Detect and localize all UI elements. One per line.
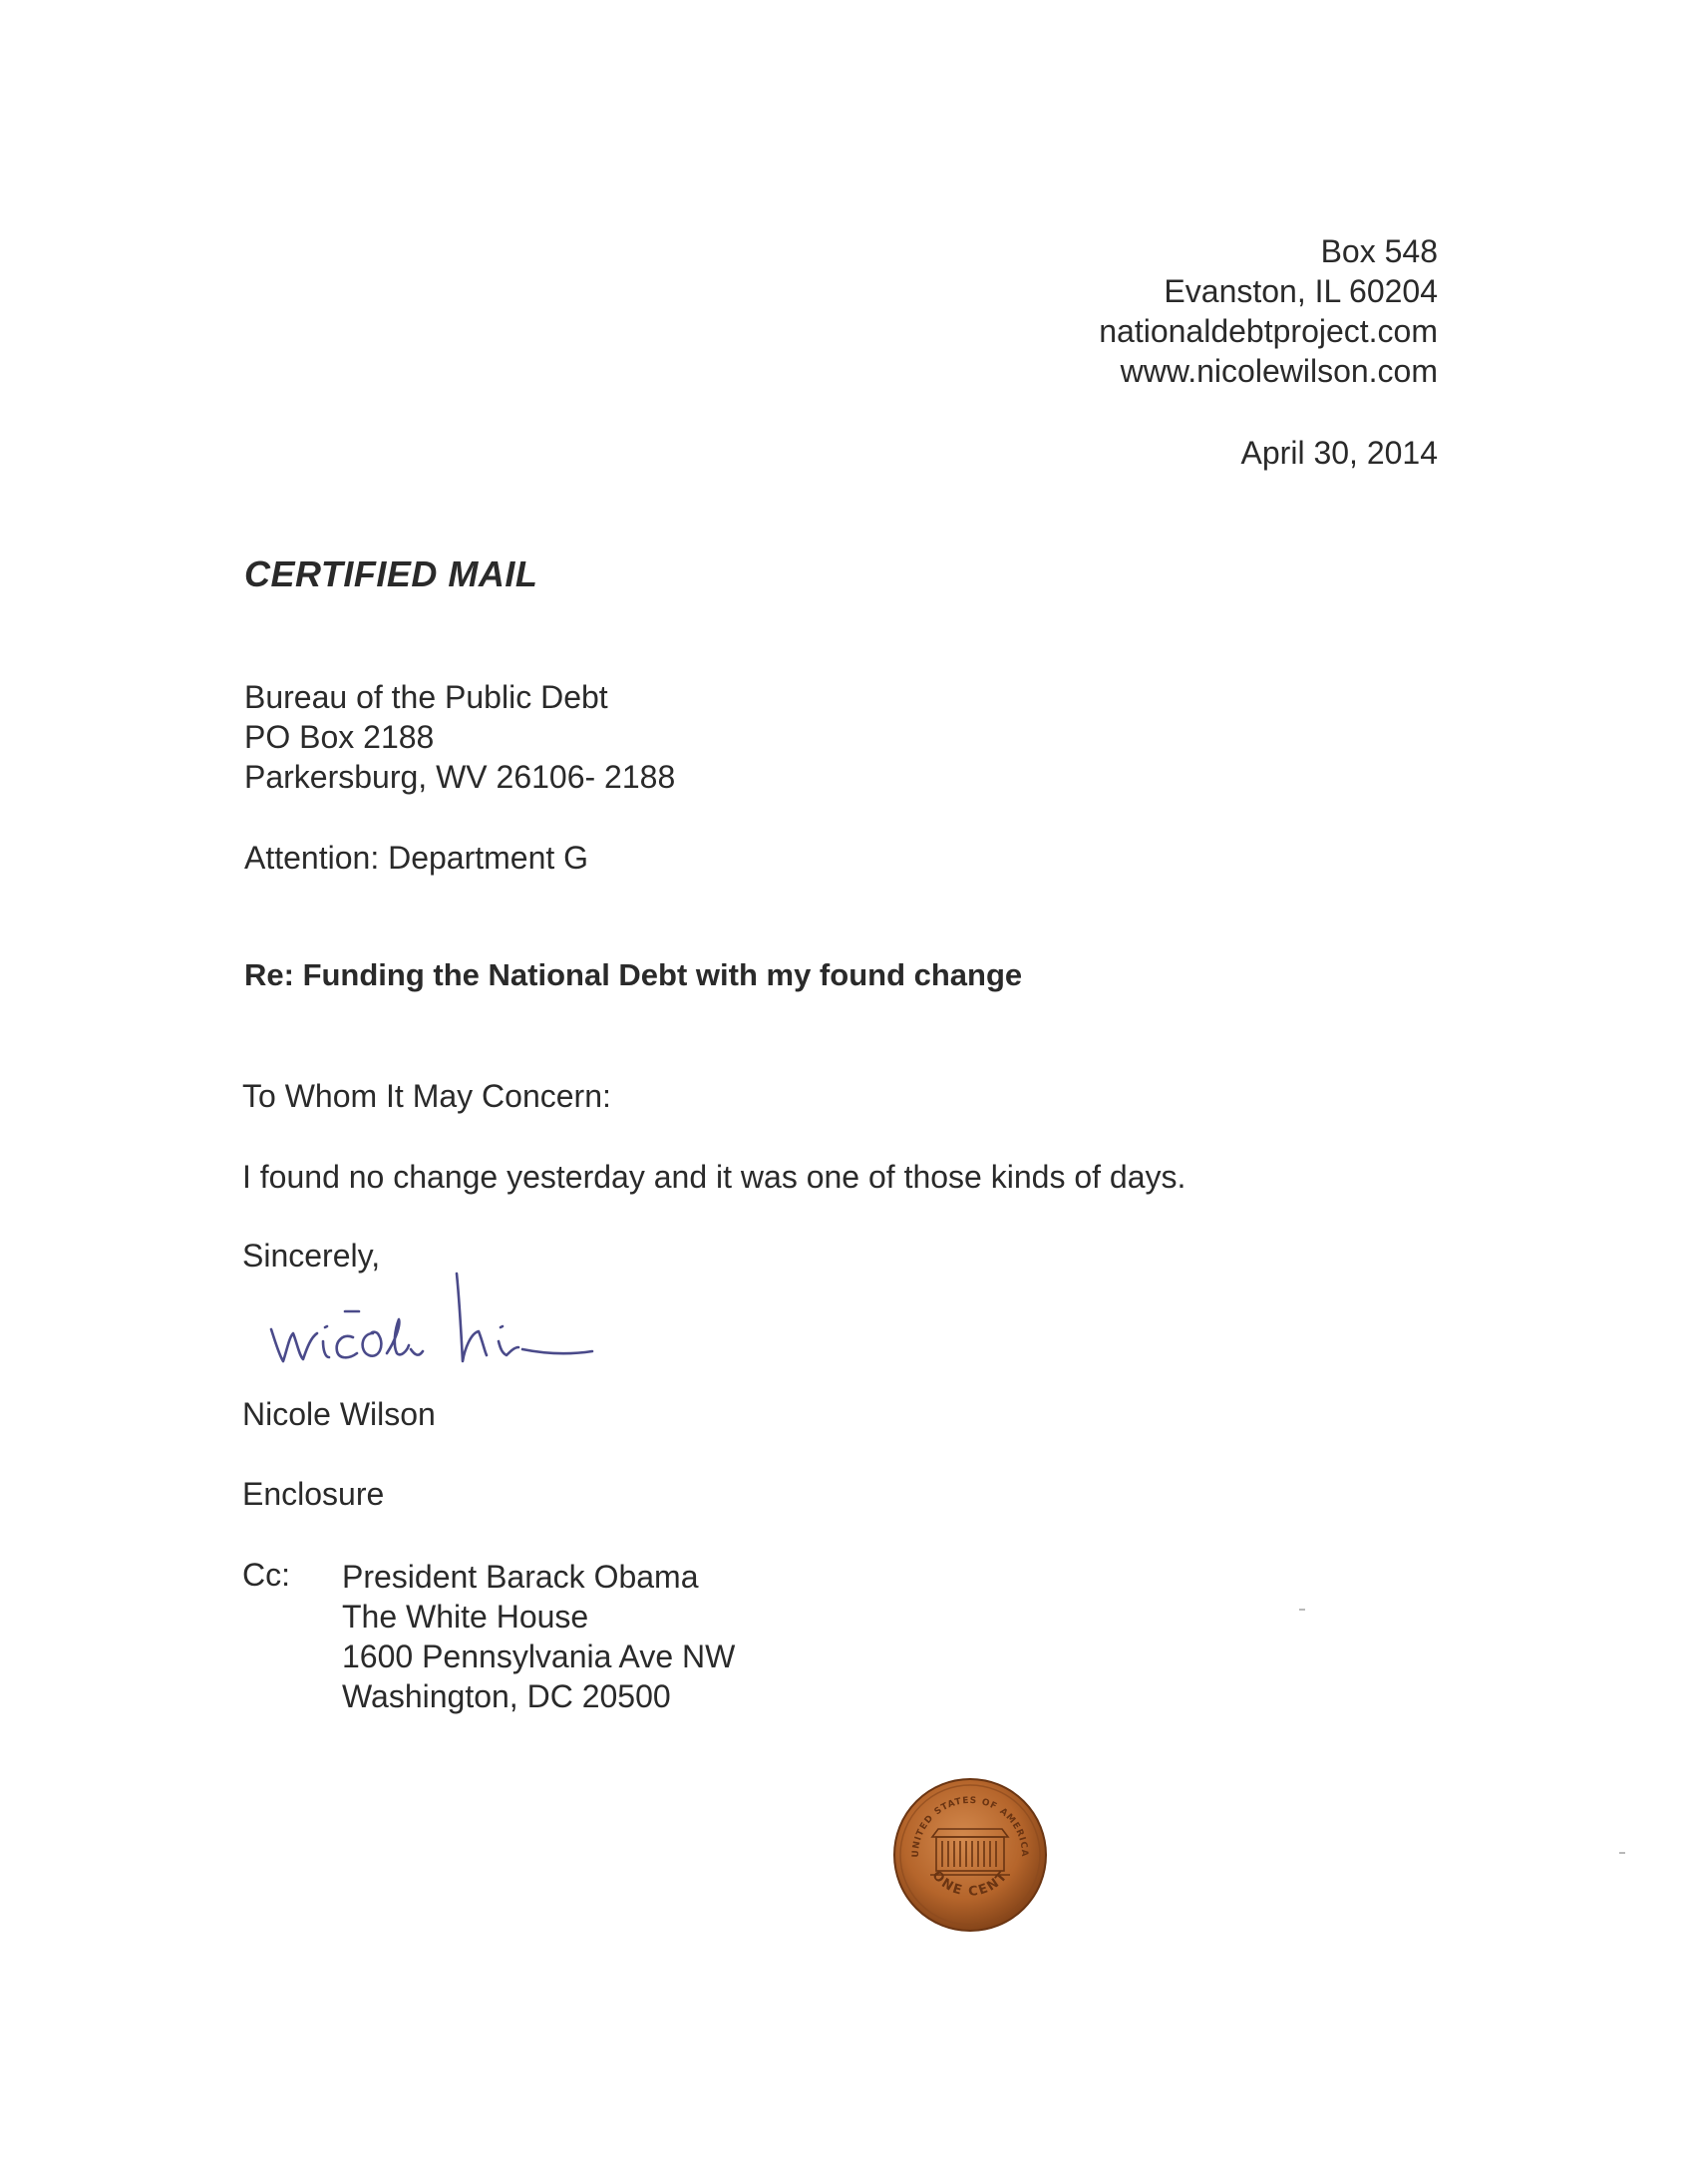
delivery-method: CERTIFIED MAIL: [244, 553, 538, 594]
letter-body: I found no change yesterday and it was one of those kinds of days.: [242, 1159, 1186, 1195]
cc-address-line-1: The White House: [342, 1599, 589, 1635]
salutation: To Whom It May Concern:: [242, 1078, 611, 1114]
cc-address: [342, 1557, 735, 1716]
cc-name: President Barack Obama: [342, 1559, 699, 1595]
sender-website-2: www.nicolewilson.com: [1120, 353, 1438, 389]
recipient-address: [244, 677, 675, 797]
recipient-address-line-2: Parkersburg, WV 26106- 2188: [244, 759, 676, 795]
penny-bottom-text: ONE CENT: [928, 1868, 1012, 1900]
penny-top-text: UNITED STATES OF AMERICA: [910, 1795, 1030, 1858]
letter-date: April 30, 2014: [1240, 435, 1438, 471]
scan-speck: [1619, 1852, 1625, 1854]
cc-address-line-2: 1600 Pennsylvania Ave NW: [342, 1638, 736, 1674]
recipient-address-line-1: PO Box 2188: [244, 719, 435, 755]
sender-address-line-1: Box 548: [1320, 233, 1438, 269]
attention-line: Attention: Department G: [244, 840, 589, 876]
enclosure-note: Enclosure: [242, 1476, 385, 1512]
cc-address-line-3: Washington, DC 20500: [342, 1678, 671, 1714]
penny-coin: [890, 1775, 1050, 1935]
subject-line: Re: Funding the National Debt with my found change: [244, 957, 1023, 992]
closing: Sincerely,: [242, 1238, 381, 1274]
scan-speck: [1299, 1609, 1305, 1611]
signer-name: Nicole Wilson: [242, 1396, 436, 1432]
sender-address: [1099, 231, 1438, 391]
sender-address-line-2: Evanston, IL 60204: [1164, 273, 1438, 309]
signature: [261, 1272, 610, 1381]
recipient-name: Bureau of the Public Debt: [244, 679, 608, 715]
cc-label: Cc:: [242, 1557, 290, 1593]
sender-website-1: nationaldebtproject.com: [1099, 313, 1438, 349]
